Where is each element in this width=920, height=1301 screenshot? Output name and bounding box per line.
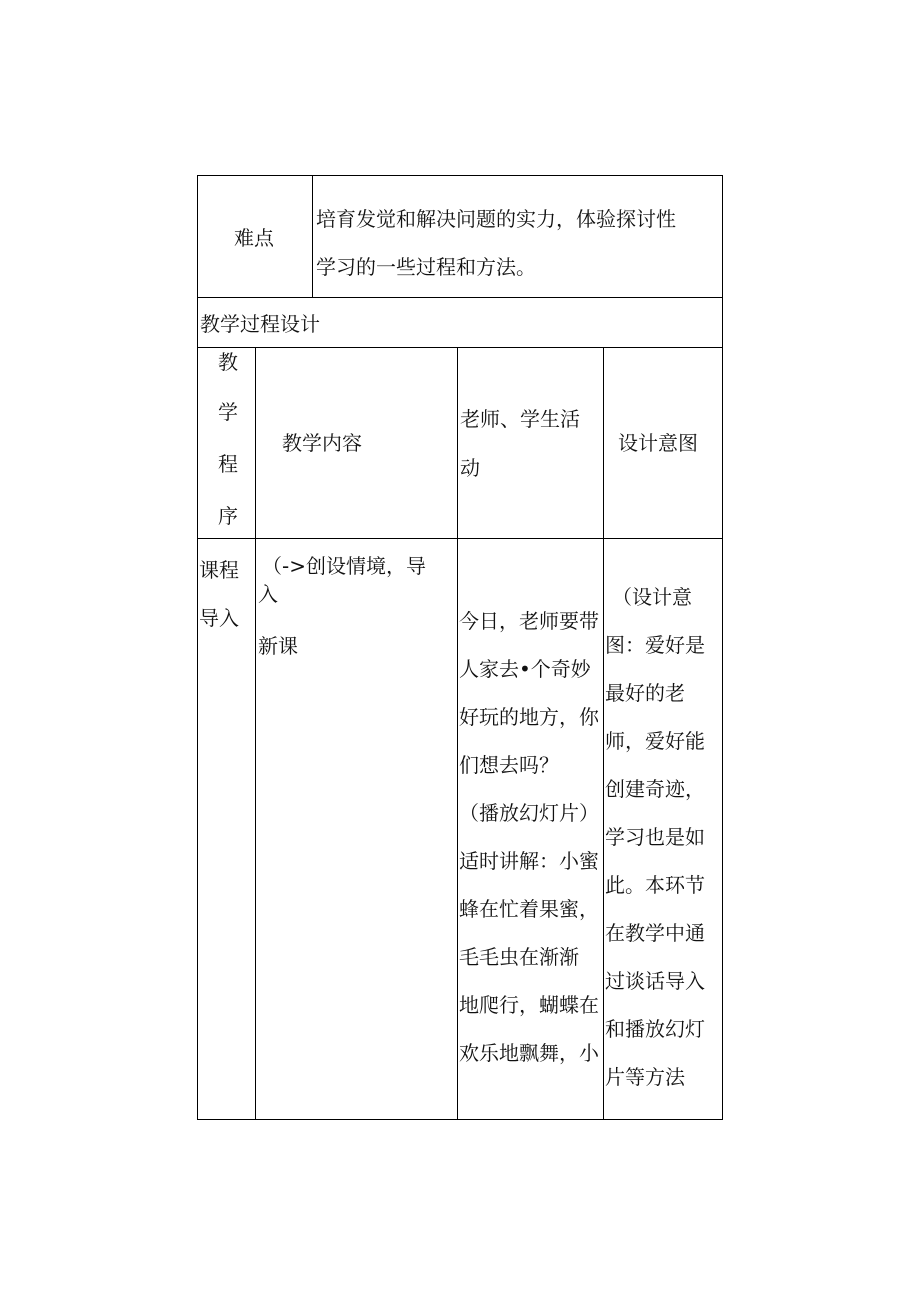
row-program-line-2: 导入 <box>199 606 239 630</box>
row-intent-line-4: 师，爱好能 <box>605 729 705 753</box>
difficulty-text-cell <box>312 175 723 298</box>
header-program-char-3: 程 <box>218 452 238 476</box>
row-content-cell <box>255 538 458 1120</box>
row-activity-line-1: 今日，老师要带 <box>459 609 599 633</box>
section-title: 教学过程设计 <box>200 312 320 336</box>
header-program-char-2: 学 <box>218 400 238 424</box>
row-content-line-1: （->创设情境，导 <box>262 554 426 578</box>
row-intent-line-8: 在教学中通 <box>605 921 705 945</box>
header-activity-cell <box>457 347 604 539</box>
header-program-char-4: 序 <box>218 504 238 528</box>
row-activity-line-3: 好玩的地方，你 <box>459 705 599 729</box>
header-intent: 设计意图 <box>618 431 698 455</box>
header-content: 教学内容 <box>282 431 362 455</box>
row-activity-line-2: 人家去•个奇妙 <box>459 657 591 681</box>
row-intent-line-11: 片等方法 <box>605 1065 685 1089</box>
header-program-char-1: 教 <box>218 350 238 374</box>
difficulty-label: 难点 <box>234 226 274 250</box>
row-intent-line-2: 图：爱好是 <box>605 633 705 657</box>
row-content-line-3: 新课 <box>258 634 298 658</box>
header-activity-line-1: 老师、学生活 <box>460 407 580 431</box>
row-intent-line-9: 过谈话导入 <box>605 969 705 993</box>
row-activity-line-6: 适时讲解：小蜜 <box>459 849 599 873</box>
row-activity-line-10: 欢乐地飘舞，小 <box>459 1041 599 1065</box>
row-activity-line-8: 毛毛虫在渐渐 <box>459 945 579 969</box>
row-program-line-1: 课程 <box>199 558 239 582</box>
row-activity-line-9: 地爬行，蝴蝶在 <box>459 993 599 1017</box>
header-activity-line-2: 动 <box>460 456 480 480</box>
difficulty-text-line-1: 培育发觉和解决问题的实力，体验探讨性 <box>316 207 676 231</box>
row-intent-line-6: 学习也是如 <box>605 825 705 849</box>
row-intent-line-1: （设计意 <box>612 585 692 609</box>
row-intent-line-7: 此。本环节 <box>605 873 705 897</box>
row-activity-line-5: （播放幻灯片） <box>459 801 599 825</box>
row-intent-line-5: 创建奇迹， <box>605 777 705 801</box>
row-intent-line-3: 最好的老 <box>605 681 685 705</box>
row-content-line-2: 入 <box>258 582 278 606</box>
row-activity-line-7: 蜂在忙着果蜜， <box>459 897 599 921</box>
row-activity-line-4: 们想去吗？ <box>459 753 559 777</box>
row-intent-line-10: 和播放幻灯 <box>605 1017 705 1041</box>
difficulty-text-line-2: 学习的一些过程和方法。 <box>316 255 536 279</box>
